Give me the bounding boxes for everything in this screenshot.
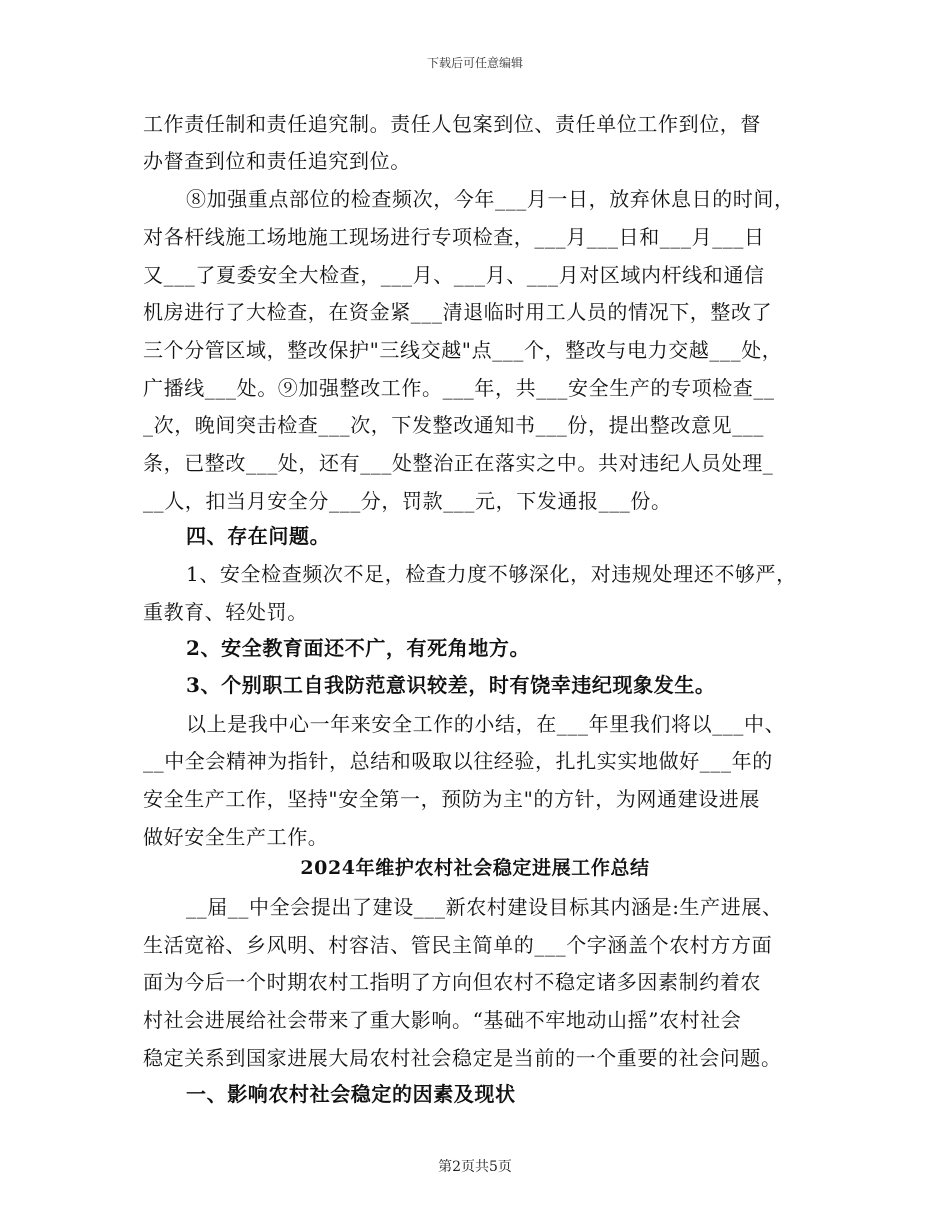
- page-header: 下载后可任意编辑: [426, 56, 523, 70]
- text-line: 办督查到位和责任追究到位。: [143, 149, 411, 173]
- text-line: 村社会进展给社会带来了重大影响。“基础不牢地动山摇”农村社会: [143, 1008, 742, 1032]
- text-line: 工作责任制和责任追究制。责任人包案到位、责任单位工作到位，督: [143, 112, 761, 136]
- list-item: 3、个别职工自我防范意识较差，时有饶幸违纪现象发生。: [186, 673, 716, 697]
- text-line: 安全生产工作，坚持"安全第一，预防为主"的方针，为网通建设进展: [143, 787, 760, 811]
- text-line: 对各杆线施工场地施工现场进行专项检查，___月___日和___月___日: [143, 225, 765, 249]
- text-line: 面为今后一个时期农村工指明了方向但农村不稳定诸多因素制约着农: [143, 970, 761, 994]
- text-line: 三个分管区域，整改保护"三线交越"点___个，整改与电力交越___处，: [143, 338, 783, 362]
- document-title: 2024年维护农村社会稳定进展工作总结: [300, 857, 650, 879]
- text-line: __届__中全会提出了建设___新农村建设目标其内涵是:生产进展、: [186, 895, 783, 919]
- text-line: 以上是我中心一年来安全工作的小结，在___年里我们将以___中、: [186, 712, 786, 736]
- text-line: 机房进行了大检查，在资金紧___清退临时用工人员的情况下，整改了: [143, 300, 773, 324]
- text-line: 条，已整改___处，还有___处整治正在落实之中。共对违纪人员处理_: [143, 451, 774, 475]
- text-line: 生活宽裕、乡风明、村容洁、管民主简单的___个字涵盖个农村方方面: [143, 933, 773, 957]
- list-item: 2、安全教育面还不广，有死角地方。: [186, 636, 531, 660]
- text-line: 又___了夏委安全大检查，___月、___月、___月对区域内杆线和通信: [143, 263, 765, 287]
- page-footer: 第2页共5页: [438, 1159, 512, 1175]
- text-line: 做好安全生产工作。: [143, 825, 329, 849]
- text-line: 重教育、轻处罚。: [143, 600, 308, 624]
- text-line: __中全会精神为指针，总结和吸取以往经验，扎扎实实地做好___年的: [143, 749, 773, 773]
- text-line: __人，扣当月安全分___分，罚款___元，下发通报___份。: [143, 489, 672, 513]
- text-line: ⑧加强重点部位的检查频次，今年___月一日，放弃休息日的时间，: [186, 187, 795, 211]
- text-line: 1、安全检查频次不足，检查力度不够深化，对违规处理还不够严，: [186, 562, 797, 586]
- text-line: 广播线___处。⑨加强整改工作。___年，共___安全生产的专项检查__: [143, 376, 775, 400]
- section-heading: 四、存在问题。: [186, 524, 331, 548]
- text-line: _次，晚间突击检查___次，下发整改通知书___份，提出整改意见___: [143, 413, 764, 437]
- section-heading: 一、影响农村社会稳定的因素及现状: [186, 1082, 516, 1106]
- text-line: 稳定关系到国家进展大局农村社会稳定是当前的一个重要的社会问题。: [143, 1046, 782, 1070]
